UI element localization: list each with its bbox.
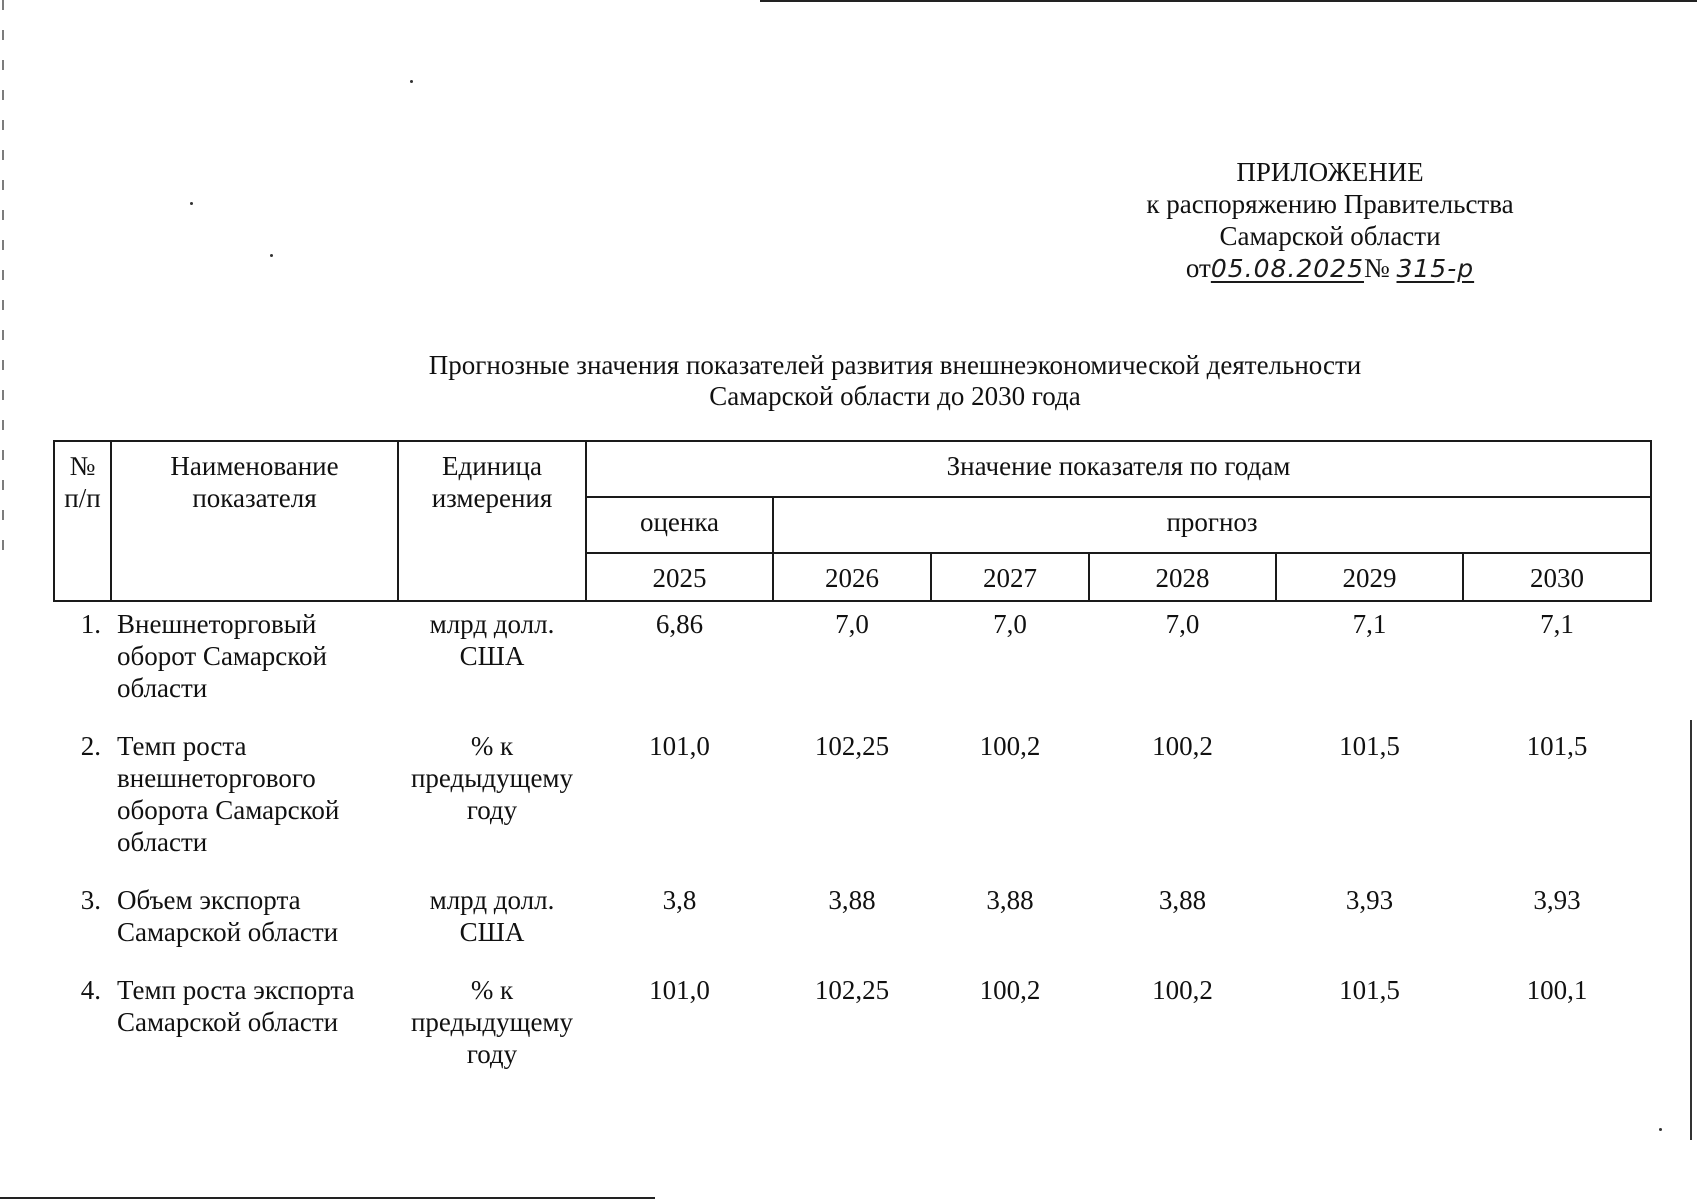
appendix-line-2: Самарской области — [1219, 221, 1441, 251]
header-estimate: оценка — [586, 497, 773, 553]
value-2028: 100,2 — [1152, 975, 1213, 1005]
table-row — [54, 968, 1651, 1090]
value-2025: 101,0 — [649, 975, 710, 1005]
indicators-table — [53, 440, 1652, 1090]
value-2028: 7,0 — [1165, 609, 1200, 639]
value-2025: 101,0 — [649, 731, 710, 761]
indicator-name: Темп роста внешнеторгового оборота Самарской области — [117, 731, 340, 857]
appendix-line-1: к распоряжению Правительства — [1146, 189, 1514, 219]
header-forecast: прогноз — [773, 497, 1651, 553]
header-values-by-year: Значение показателя по годам — [586, 441, 1651, 497]
header-year: 2030 — [1463, 553, 1651, 601]
header-year: 2029 — [1276, 553, 1463, 601]
value-2026: 102,25 — [814, 975, 890, 1005]
from-label: от — [1185, 253, 1211, 283]
appendix-header — [1120, 156, 1540, 285]
scan-edge-left — [2, 0, 4, 560]
header-year: 2028 — [1089, 553, 1276, 601]
value-2029: 7,1 — [1352, 609, 1387, 639]
scan-speck — [410, 80, 413, 83]
indicator-unit: млрд долл. США — [429, 609, 555, 671]
row-number: 1. — [80, 609, 101, 639]
value-2029: 3,93 — [1345, 885, 1394, 915]
header-year: 2026 — [773, 553, 931, 601]
value-2030: 101,5 — [1526, 731, 1588, 761]
scan-edge-line-bottom — [0, 1197, 655, 1199]
document-title-line-2: Самарской области до 2030 года — [709, 381, 1081, 411]
handwritten-number: 315-р — [1396, 254, 1475, 283]
scan-speck — [270, 254, 273, 257]
value-2030: 3,93 — [1533, 885, 1581, 915]
indicator-name: Объем экспорта Самарской области — [117, 885, 339, 947]
header-year: 2027 — [931, 553, 1089, 601]
value-2025: 6,86 — [655, 609, 704, 639]
scan-edge-line-top — [760, 0, 1697, 2]
indicator-unit: % к предыдущему году — [410, 975, 574, 1069]
value-2028: 100,2 — [1152, 731, 1213, 761]
value-2028: 3,88 — [1158, 885, 1207, 915]
indicator-name: Темп роста экспорта Самарской области — [117, 975, 355, 1037]
row-number: 4. — [80, 975, 101, 1005]
value-2030: 7,1 — [1540, 609, 1574, 639]
handwritten-date: 05.08.2025 — [1210, 254, 1364, 283]
row-number: 2. — [80, 731, 101, 761]
number-label: № — [1363, 253, 1390, 283]
value-2027: 100,2 — [979, 731, 1041, 761]
value-2029: 101,5 — [1339, 975, 1400, 1005]
table-row — [54, 601, 1651, 724]
indicator-name: Внешнеторговый оборот Самарской области — [117, 609, 327, 703]
table-row — [54, 724, 1651, 878]
value-2026: 3,88 — [828, 885, 876, 915]
value-2027: 7,0 — [993, 609, 1027, 639]
scan-speck — [1659, 1128, 1662, 1131]
value-2026: 7,0 — [835, 609, 869, 639]
header-year: 2025 — [586, 553, 773, 601]
row-number: 3. — [80, 885, 101, 915]
value-2025: 3,8 — [662, 885, 697, 915]
document-title — [300, 350, 1490, 412]
value-2027: 100,2 — [979, 975, 1041, 1005]
document-title-line-1: Прогнозные значения показателей развития внешнеэкономической деятельности — [428, 350, 1362, 380]
value-2029: 101,5 — [1339, 731, 1400, 761]
appendix-date-number-line — [1120, 252, 1540, 285]
header-num: № п/п — [54, 441, 111, 601]
value-2030: 100,1 — [1526, 975, 1588, 1005]
table-row — [54, 878, 1651, 968]
appendix-title: ПРИЛОЖЕНИЕ — [1236, 157, 1424, 187]
indicator-unit: млрд долл. США — [429, 885, 555, 947]
value-2027: 3,88 — [986, 885, 1034, 915]
indicator-unit: % к предыдущему году — [410, 731, 574, 825]
value-2026: 102,25 — [814, 731, 890, 761]
header-name: Наименование показателя — [111, 441, 398, 601]
scan-speck — [190, 202, 193, 205]
scan-edge-right — [1690, 720, 1692, 1140]
header-unit: Единица измерения — [398, 441, 586, 601]
